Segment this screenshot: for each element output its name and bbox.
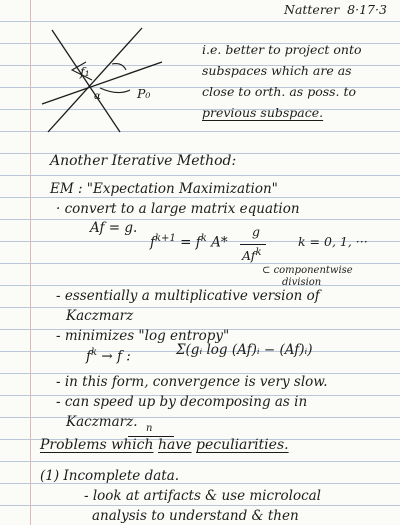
incomplete-data-item: (1) Incomplete data. xyxy=(40,468,180,484)
fraction-denominator xyxy=(242,248,262,263)
fraction-numerator: g xyxy=(252,224,261,239)
iteration-index-range: k = 0, 1, ··· xyxy=(298,234,368,249)
overline-mark: n xyxy=(146,423,153,434)
componentwise-note: ⊂ componentwise xyxy=(262,265,353,276)
problems-heading-part-3: peculiarities. xyxy=(195,437,289,453)
fraction-denominator-sup: k xyxy=(255,247,262,258)
fraction-denominator-af: Af xyxy=(242,248,256,264)
limit-sup: k xyxy=(91,347,98,358)
label-p0: P₀ xyxy=(137,86,151,101)
speed-up-line-2: Kaczmarz. xyxy=(66,414,138,430)
section-title: Another Iterative Method: xyxy=(50,153,237,169)
division-note: division xyxy=(282,277,322,288)
label-alpha: α xyxy=(94,91,101,102)
artifacts-line-2: analysis to understand & then xyxy=(92,508,299,524)
small-arc xyxy=(112,64,126,70)
problems-heading-part-2: have xyxy=(157,437,192,453)
sketch-note-line-3: close to orth. as poss. to xyxy=(202,84,357,99)
kaczmarz-line-2: Kaczmarz xyxy=(66,308,134,324)
limit-arrow: → f : xyxy=(97,348,131,365)
speed-up-line-1: - can speed up by decomposing as in xyxy=(56,394,308,410)
fraction-bar xyxy=(240,244,266,245)
iteration-operator: A* xyxy=(211,234,228,251)
artifacts-line-1: - look at artifacts & use microlocal xyxy=(84,488,322,504)
author-name: Natterer xyxy=(284,2,340,17)
iteration-lhs: $f^{k+1} = f^k$ A* xyxy=(150,233,228,251)
iteration-rhs-sup: k xyxy=(200,233,207,244)
kaczmarz-line-1: - essentially a multiplicative version of xyxy=(56,288,320,304)
iteration-lhs-sup: k+1 xyxy=(155,233,176,244)
label-f1: f₁ xyxy=(80,64,90,79)
convergence-slow-line: - in this form, convergence is very slow. xyxy=(56,374,328,390)
iteration-lhs-f: f xyxy=(150,234,155,251)
minimizes-line: - minimizes "log entropy" xyxy=(56,328,230,344)
problems-heading-part-1: Problems which xyxy=(40,437,154,453)
iteration-rhs-f: f xyxy=(195,234,201,251)
em-heading: EM : "Expectation Maximization" xyxy=(50,181,278,197)
sketch-note-line-2: subspaces which are as xyxy=(202,63,352,78)
page-date: 8·17·3 xyxy=(347,2,387,17)
componentwise-note-line-1: componentwise xyxy=(273,265,353,276)
limit-f: f xyxy=(86,348,91,365)
limit-expression xyxy=(86,348,131,364)
problems-heading xyxy=(40,438,289,452)
bullet-convert: · convert to a large matrix equation xyxy=(56,201,300,217)
angle-arc xyxy=(100,88,130,93)
sketch-note-line-4: previous subspace. xyxy=(202,105,324,120)
entropy-formula: Σ(gᵢ log (Af)ᵢ − (Af)ᵢ) xyxy=(176,342,313,358)
sketch-note-line-1: i.e. better to project onto xyxy=(202,42,362,57)
subspace-line-2 xyxy=(48,28,142,132)
equation-af-g: Af = g. xyxy=(90,220,138,236)
